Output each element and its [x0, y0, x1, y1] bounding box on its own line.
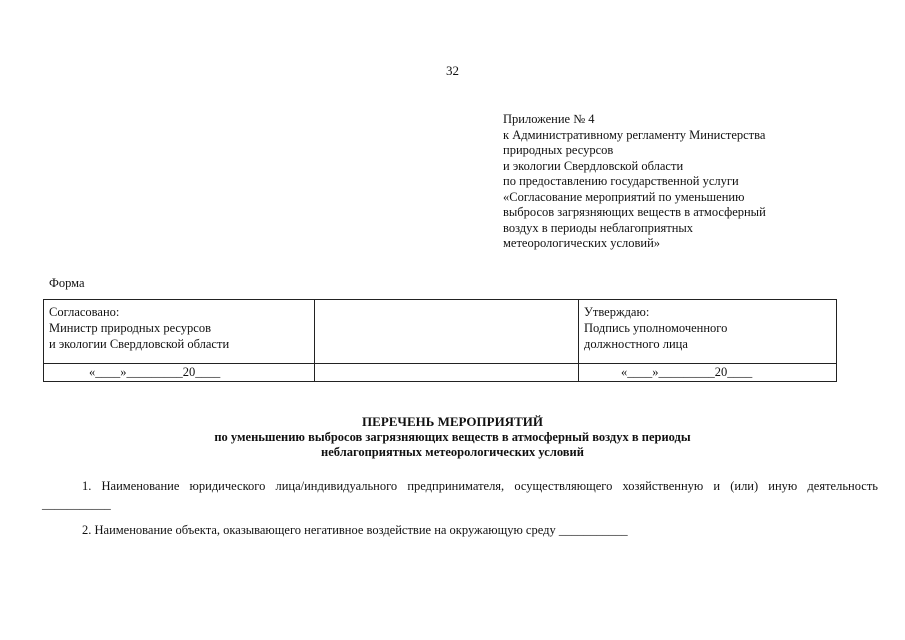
approval-left-line: и экологии Свердловской области: [49, 337, 230, 351]
approval-left-line: Согласовано:: [49, 305, 120, 319]
document-title: ПЕРЕЧЕНЬ МЕРОПРИЯТИЙ: [362, 414, 543, 429]
approval-left-line: Министр природных ресурсов: [49, 321, 212, 335]
appendix-line: выбросов загрязняющих веществ в атмосферный: [503, 205, 766, 219]
item-2-text: 2. Наименование объекта, оказывающего негативное воздействие на окружающую среду ___________: [82, 523, 628, 537]
approval-cell-right: [579, 300, 837, 364]
page-number: 32: [446, 63, 459, 78]
approval-right-line: Утверждаю:: [584, 305, 650, 319]
appendix-line: «Согласование мероприятий по уменьшению: [503, 189, 745, 204]
approval-table: [43, 299, 837, 382]
form-label: Форма: [49, 276, 85, 290]
approval-right-line: должностного лица: [584, 337, 688, 351]
appendix-line: по предоставлению государственной услуги: [503, 174, 739, 188]
approval-date-right-cell: [579, 364, 837, 382]
document-subtitle: по уменьшению выбросов загрязняющих веществ в атмосферный воздух в периоды: [214, 430, 691, 444]
appendix-line: к Административному регламенту Министерства: [503, 127, 766, 142]
approval-date-left: «____»_________20____: [89, 365, 221, 379]
approval-right-line: Подпись уполномоченного: [584, 321, 728, 335]
approval-date-middle-cell: [315, 364, 579, 382]
approval-cell-middle: [315, 300, 579, 364]
approval-date-left-cell: [44, 364, 315, 382]
appendix-line: и экологии Свердловской области: [503, 158, 684, 173]
appendix-line: метеорологических условий»: [503, 236, 661, 250]
appendix-line: Приложение № 4: [503, 112, 595, 126]
appendix-line: воздух в периоды неблагоприятных: [503, 220, 694, 235]
item-1-text: 1. Наименование юридического лица/индивидуального предпринимателя, осуществляющего хозяйственную и (или) иную деятельность ___________: [42, 479, 878, 511]
document-subtitle-2: неблагоприятных метеорологических условий: [321, 445, 584, 459]
appendix-header: [503, 112, 766, 252]
approval-cell-left: [44, 300, 315, 364]
approval-date-right: «____»_________20____: [621, 365, 753, 379]
appendix-line: природных ресурсов: [503, 143, 614, 157]
